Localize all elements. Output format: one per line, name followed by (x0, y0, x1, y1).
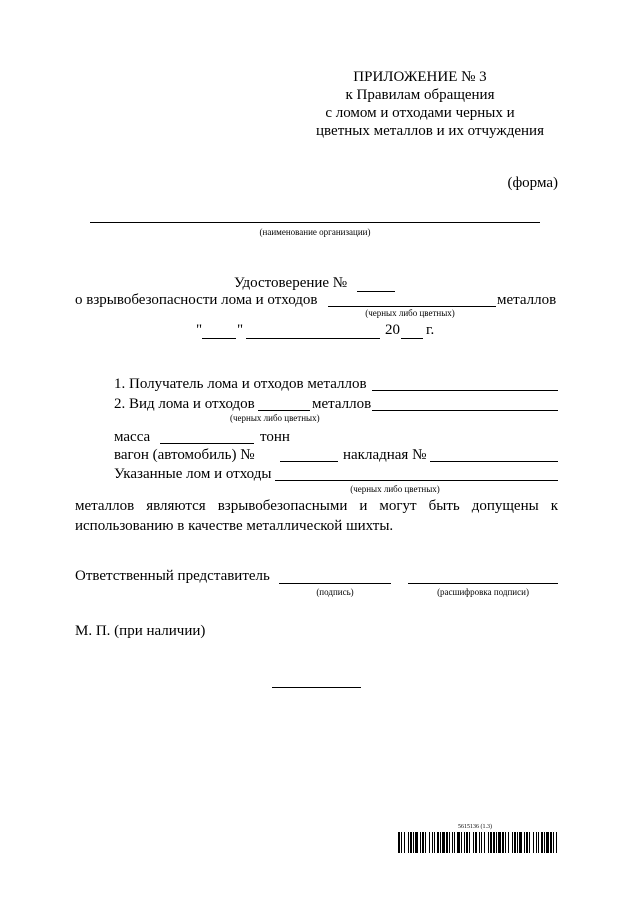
form-label: (форма) (507, 175, 558, 191)
barcode-bar (524, 832, 525, 853)
organization-caption: (наименование организации) (259, 227, 371, 237)
conclusion-word: и (359, 498, 368, 514)
barcode-bar (496, 832, 497, 853)
barcode-bar (475, 832, 477, 853)
metal-type-line (328, 306, 496, 307)
barcode-bar (488, 832, 489, 853)
item-recipient-label: 1. Получатель лома и отходов металлов (114, 376, 367, 392)
conclusion-word: являются (146, 498, 206, 514)
certificate-subject-suffix: металлов (497, 292, 557, 308)
invoice-number-line (430, 461, 558, 462)
date-open-quote: " (196, 322, 203, 338)
barcode-bar (550, 832, 552, 853)
certificate-title: Удостоверение № (234, 275, 348, 291)
barcode-bar (401, 832, 402, 853)
barcode-bar (529, 832, 530, 853)
barcode-bar (449, 832, 450, 853)
date-close-quote: " (237, 322, 244, 338)
year-suffix: г. (426, 322, 435, 338)
barcode-bar (452, 832, 453, 853)
item-type-suffix: металлов (312, 396, 372, 412)
barcode-bar (398, 832, 400, 853)
wagon-number-line (280, 461, 338, 462)
conclusion-word: металлов (75, 498, 135, 514)
item-type-prefix: 2. Вид лома и отходов (114, 396, 255, 412)
conclusion-word: могут (379, 498, 417, 514)
barcode-bar (508, 832, 509, 853)
conclusion-word: допущены (471, 498, 539, 514)
barcode-bar (440, 832, 441, 853)
mass-line (160, 443, 254, 444)
barcode-bar (479, 832, 480, 853)
mass-label: масса (114, 429, 151, 445)
recipient-line (372, 390, 558, 391)
conclusion-word: взрывобезопасными (217, 498, 348, 514)
signature-decode-caption: (расшифровка подписи) (437, 587, 529, 597)
invoice-label: накладная № (343, 447, 427, 463)
barcode-bar (432, 832, 433, 853)
barcode-bar (469, 832, 470, 853)
barcode-bar (484, 832, 485, 853)
barcode-bar (442, 832, 445, 853)
barcode-bar (473, 832, 474, 853)
specified-label: Указанные лом и отходы (114, 466, 272, 482)
date-month-line (246, 338, 380, 339)
barcode-bar (517, 832, 518, 853)
barcode-bar (454, 832, 455, 853)
barcode-bar (526, 832, 528, 853)
certificate-subject-prefix: о взрывобезопасности лома и отходов (75, 292, 318, 308)
year-line (401, 338, 423, 339)
barcode-bar (410, 832, 412, 853)
year-prefix: 20 (385, 322, 400, 338)
barcode-bar (505, 832, 506, 853)
item-type-caption: (черных либо цветных) (230, 413, 320, 423)
barcode-bar (556, 832, 557, 853)
specified-line (275, 480, 558, 481)
barcode-bar (541, 832, 543, 853)
barcode-bar (553, 832, 554, 853)
closing-line (272, 687, 361, 688)
barcode-bar (434, 832, 435, 853)
barcode-bar (429, 832, 430, 853)
barcode-image (398, 832, 558, 853)
barcode-bar (425, 832, 426, 853)
barcode-bar (546, 832, 549, 853)
barcode-bar (466, 832, 468, 853)
barcode-bar (461, 832, 462, 853)
specified-caption: (черных либо цветных) (350, 484, 440, 494)
barcode-bar (493, 832, 495, 853)
barcode-bar (481, 832, 482, 853)
barcode-bar (544, 832, 545, 853)
appendix-subtitle-line1: к Правилам обращения (345, 87, 495, 103)
mass-unit: тонн (260, 429, 290, 445)
barcode-bar (408, 832, 409, 853)
metal-type-caption: (черных либо цветных) (365, 308, 455, 318)
certificate-number-line (357, 291, 395, 292)
wagon-label: вагон (автомобиль) № (114, 447, 255, 463)
date-day-line (202, 338, 236, 339)
conclusion-word: к (550, 498, 558, 514)
barcode-bar (533, 832, 534, 853)
barcode-bar (413, 832, 414, 853)
signature-line (279, 583, 391, 584)
responsible-label: Ответственный представитель (75, 568, 270, 584)
barcode-bar (415, 832, 418, 853)
barcode-bar (490, 832, 492, 853)
barcode-bar (538, 832, 539, 853)
barcode-bar (498, 832, 501, 853)
barcode-bar (446, 832, 448, 853)
stamp-label: М. П. (при наличии) (75, 623, 206, 639)
conclusion-word: быть (428, 498, 460, 514)
barcode-bar (422, 832, 424, 853)
barcode-bar (437, 832, 439, 853)
barcode-bar (404, 832, 405, 853)
appendix-subtitle-line3: цветных металлов и их отчуждения (316, 123, 544, 139)
item-type-detail-line (372, 410, 558, 411)
signature-decode-line (408, 583, 558, 584)
conclusion-line2: использованию в качестве металлической шихты. (75, 518, 394, 534)
barcode-bar (464, 832, 465, 853)
item-type-metal-line (258, 410, 310, 411)
barcode-code-text: 5615136 (1.3) (458, 824, 492, 830)
organization-line (90, 222, 540, 223)
barcode-bar (512, 832, 513, 853)
appendix-number: ПРИЛОЖЕНИЕ № 3 (353, 69, 487, 85)
barcode-bar (502, 832, 504, 853)
barcode-bar (536, 832, 537, 853)
conclusion-line1 (75, 499, 558, 514)
barcode-bar (519, 832, 522, 853)
barcode-bar (420, 832, 421, 853)
barcode-bar (457, 832, 460, 853)
signature-caption: (подпись) (316, 587, 354, 597)
barcode-bar (514, 832, 516, 853)
appendix-subtitle-line2: с ломом и отходами черных и (325, 105, 515, 121)
